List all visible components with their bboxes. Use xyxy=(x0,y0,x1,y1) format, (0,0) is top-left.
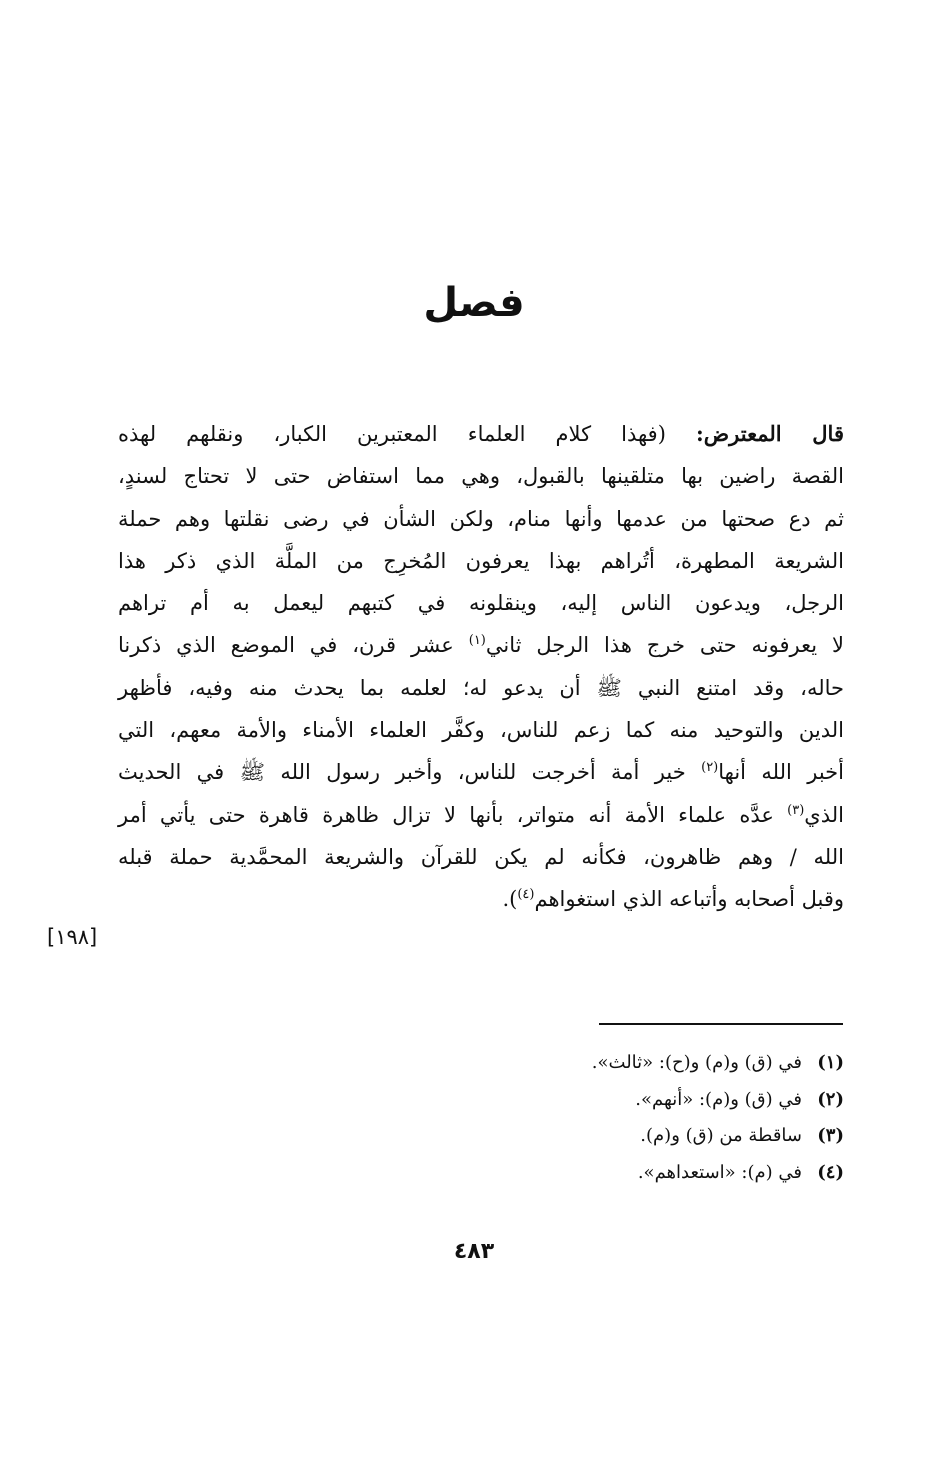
footnote-text: في (م): «استعداهم». xyxy=(637,1161,802,1183)
footnote-text: في (ق) و(م) و(ح): «ثالث». xyxy=(591,1052,802,1073)
footnote-number: (٢) xyxy=(817,1088,844,1110)
footnote-number: (٣) xyxy=(817,1125,844,1146)
footnote-marker-1: (١) xyxy=(468,633,486,649)
footnote-4 xyxy=(400,1155,844,1192)
speaker-label: قال المعترض: xyxy=(696,421,844,446)
text-line-9: أخبر الله أنها$^{(٢)}$ خير أمة أخرجت للناس، وأخبر رسول الله ﷺ في الحديث xyxy=(118,760,844,785)
main-text xyxy=(118,413,844,921)
text-line-12: وقبل أصحابه وأتباعه الذي استغواهم$^{(٤)}$). xyxy=(502,887,844,912)
page-number: ٤٨٣ xyxy=(453,1239,495,1264)
section-heading xyxy=(0,280,948,328)
section-heading-text: فصل xyxy=(423,280,525,326)
text-line-11: الله / وهم ظاهرون، فكأنه لم يكن للقرآن والشريعة المحمَّدية حملة قبله xyxy=(118,844,844,869)
footnote-marker-3: (٣) xyxy=(787,802,805,818)
text-line-6: لا يعرفونه حتى خرج هذا الرجل ثاني$^{(١)}$ عشر قرن، في الموضع الذي ذكرنا xyxy=(118,633,844,658)
text-line-3: ثم دع صحتها من عدمها وأنها منام، ولكن الشأن في رضى نقلتها وهم حملة xyxy=(118,506,844,531)
footnote-text: ساقطة من (ق) و(م). xyxy=(640,1125,802,1146)
footnote-3 xyxy=(400,1118,844,1155)
text-line-7: حاله، وقد امتنع النبي ﷺ أن يدعو له؛ لعلمه بما يحدث منه وفيه، فأظهر xyxy=(118,675,844,700)
text-line-5: الرجل، ويدعون الناس إليه، وينقلونه في كتبهم ليعمل به أم تراهم xyxy=(118,591,844,616)
footnote-number: (١) xyxy=(817,1052,844,1073)
text-line-2: القصة راضين بها متلقينها بالقبول، وهي مما استفاض حتى لا تحتاج لسندٍ، xyxy=(118,464,844,489)
footnote-separator xyxy=(599,1023,843,1025)
text-line-1: قال المعترض: (فهذا كلام العلماء المعتبرين الكبار، ونقلهم لهذه xyxy=(118,421,844,446)
footnote-marker-4: (٤) xyxy=(517,887,535,903)
footnote-marker-2: (٢) xyxy=(701,760,719,776)
footnotes xyxy=(400,1045,844,1191)
text-line-10: الذي$^{(٣)}$ عدَّه علماء الأمة أنه متواتر، بأنها لا تزال ظاهرة قاهرة حتى يأتي أمر xyxy=(118,802,844,827)
footnote-number: (٤) xyxy=(817,1161,844,1183)
footnote-1 xyxy=(400,1045,844,1082)
text-line-8: الدين والتوحيد منه كما زعم للناس، وكفَّر العلماء الأمناء والأمة معهم، التي xyxy=(118,718,844,743)
manuscript-folio-reference: [١٩٨] xyxy=(47,925,98,949)
text-line-4: الشريعة المطهرة، أتُراهم بهذا يعرفون المُخرِج من الملَّة الذي ذكر هذا xyxy=(118,548,844,573)
footnote-text: في (ق) و(م): «أنهم». xyxy=(635,1088,802,1110)
footnote-2 xyxy=(400,1082,844,1119)
